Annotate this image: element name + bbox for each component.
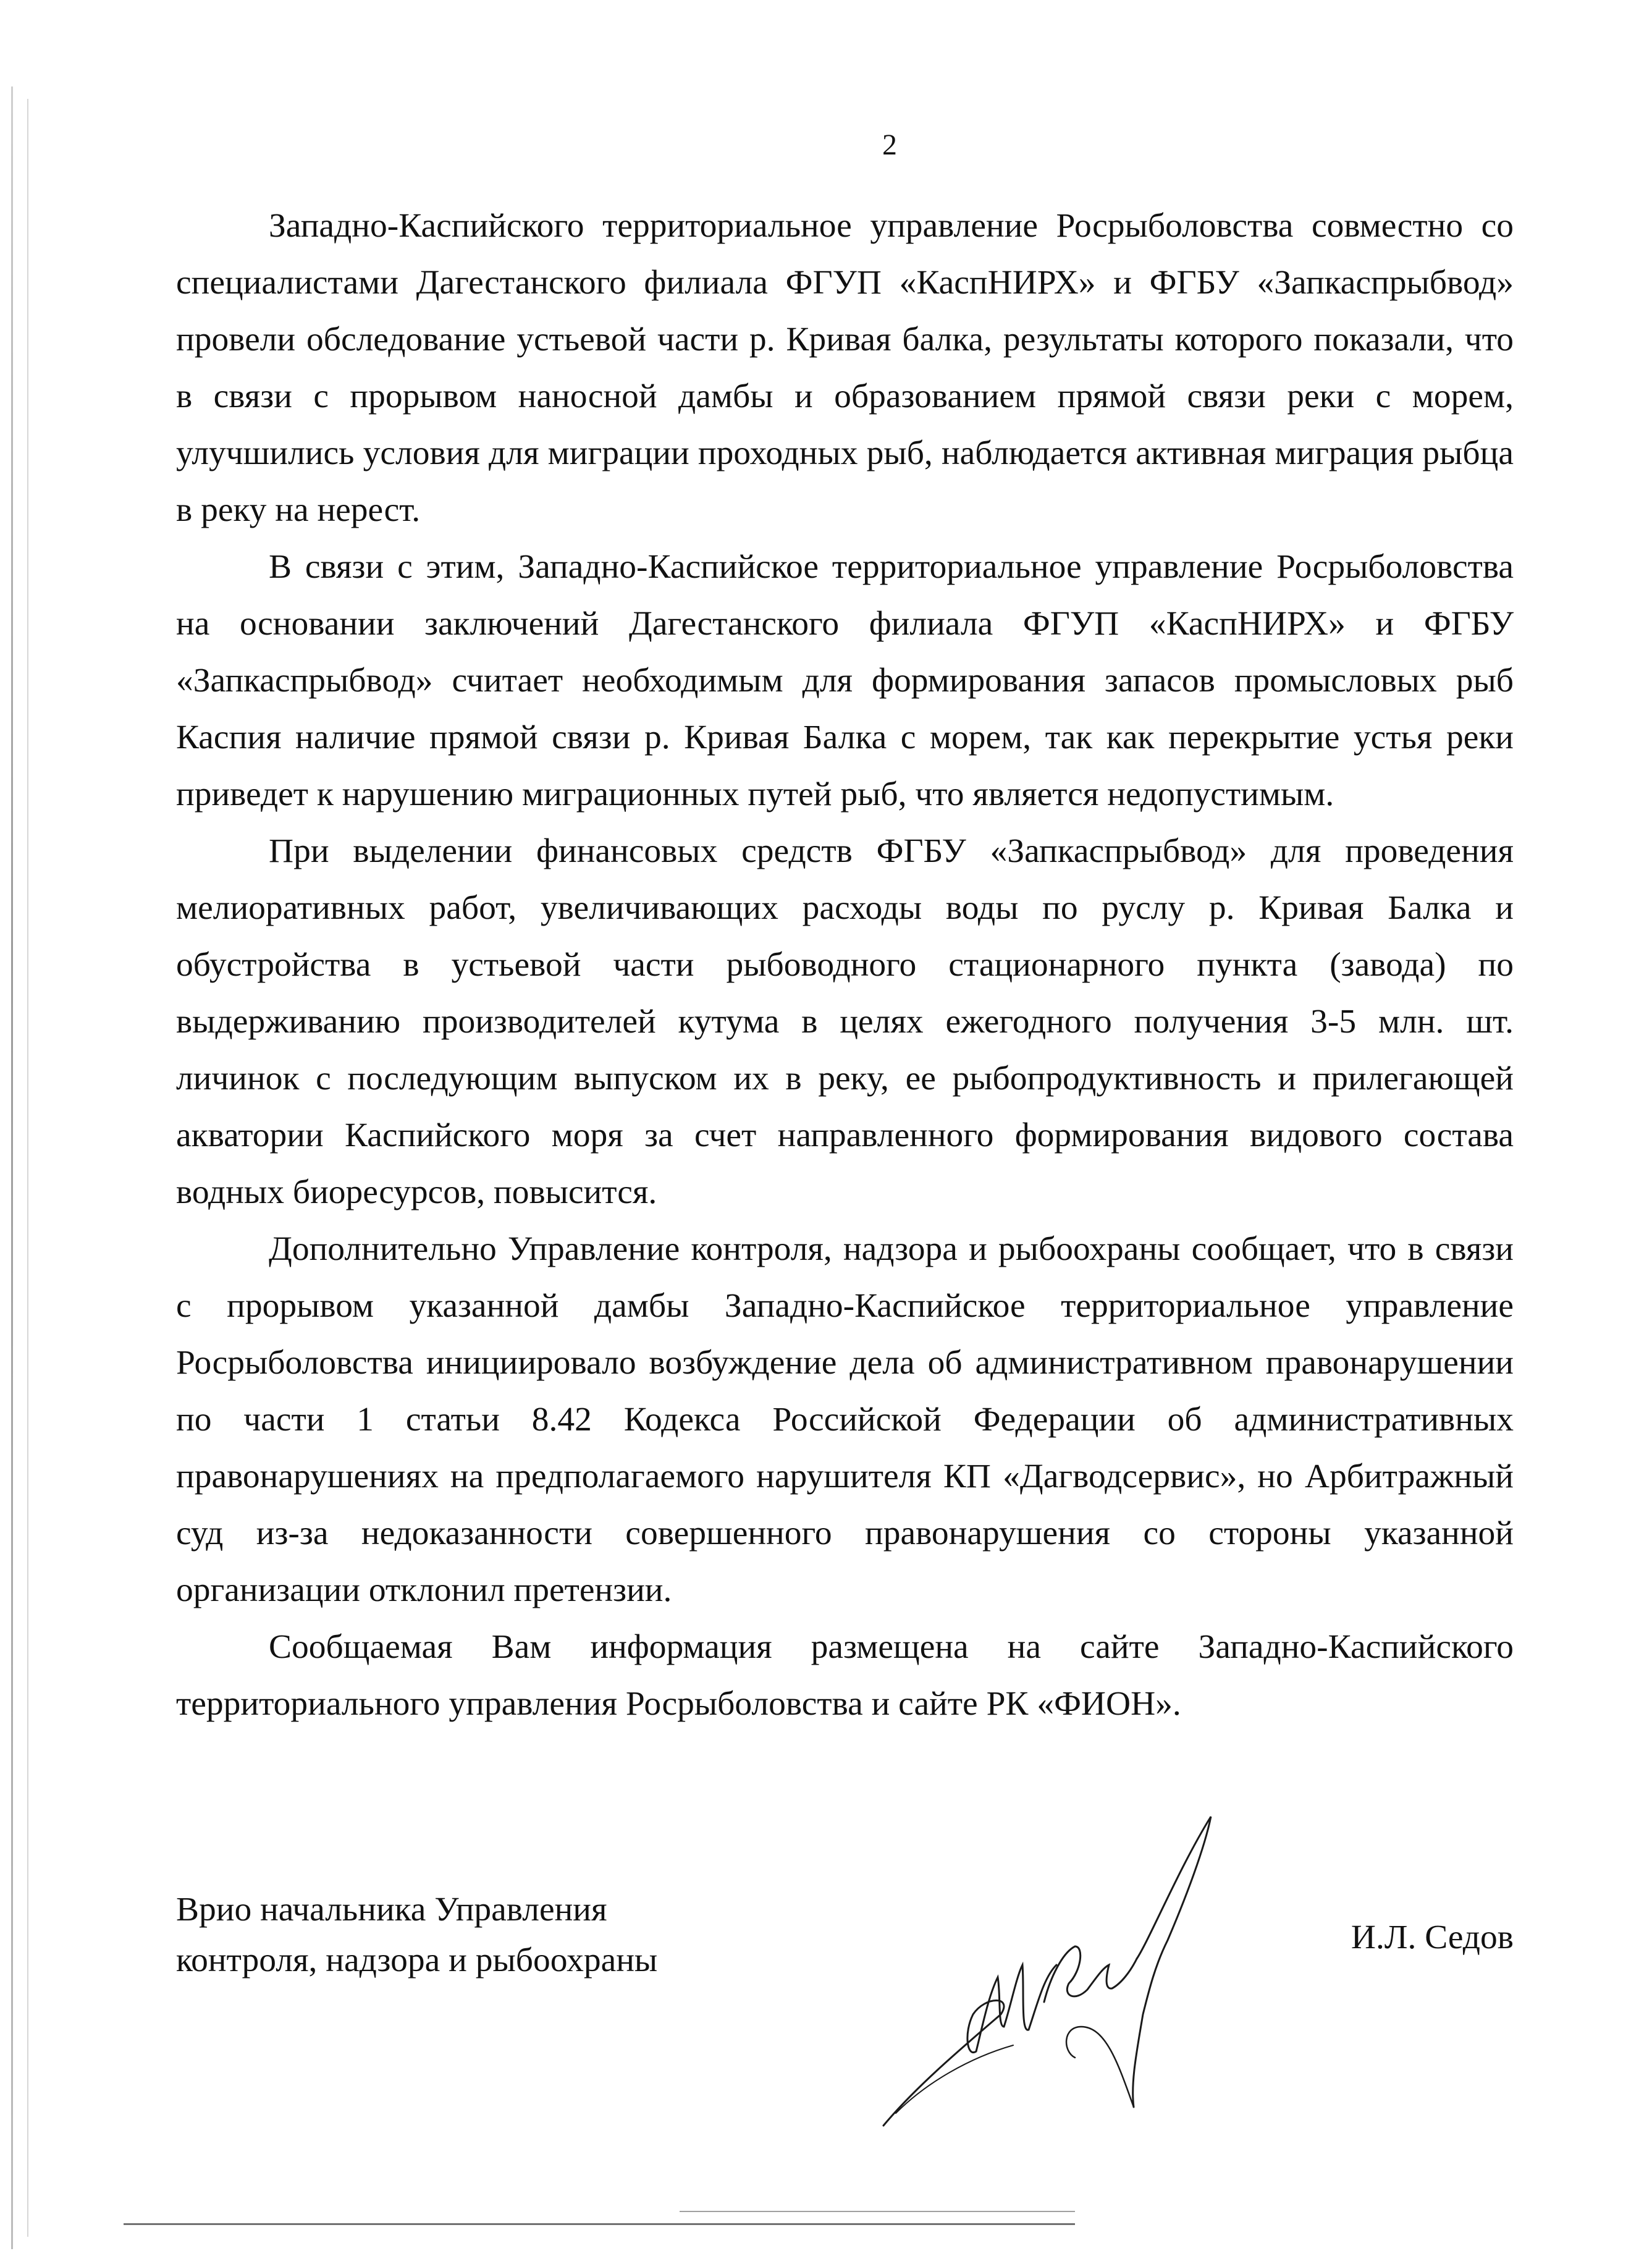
letter-body bbox=[176, 198, 1514, 1733]
paragraph-funding-proposal: При выделении финансовых средств ФГБУ «Запкаспрыбвод» для проведения мелиоративных работ, увеличивающих расходы воды по руслу р. Кривая Балка и обустройства в устьевой части рыбоводного стационарного пункта (завода) по выдерживанию производителей кутума в целях ежегодного получения 3-5 млн. шт. личинок с последующим выпуском их в реку, ее рыбопродуктивность и прилегающей акватории Каспийского моря за счет направленного формирования видового состава водных биоресурсов, повысится. bbox=[176, 832, 1514, 1211]
handwritten-signature-icon bbox=[859, 1792, 1242, 2138]
paragraph-information-published: Сообщаемая Вам информация размещена на сайте Западно-Каспийского территориального управления Росрыболовства и сайте РК «ФИОН». bbox=[176, 1628, 1514, 1723]
paragraph-direct-connection-needed: В связи с этим, Западно-Каспийское территориальное управление Росрыболовства на основании заключений Дагестанского филиала ФГУП «КаспНИРХ» и ФГБУ «Запкаспрыбвод» считает необходимым для формирования запасов промысловых рыб Каспия наличие прямой связи р. Кривая Балка с морем, так как перекрытие устья реки приведет к нарушению миграционных путей рыб, что является недопустимым. bbox=[176, 548, 1514, 813]
scan-edge-bottom bbox=[124, 2223, 1075, 2225]
signer-title-line-2: контроля, надзора и рыбоохраны bbox=[176, 1941, 658, 1979]
paragraph-survey-results: Западно-Каспийского территориальное управление Росрыболовства совместно со специалистами Дагестанского филиала ФГУП «КаспНИРХ» и ФГБУ «Запкаспрыбвод» провели обследование устьевой части р. Кривая балка, результаты которого показали, что в связи с прорывом наносной дамбы и образованием прямой связи реки с морем, улучшились условия для миграции проходных рыб, наблюдается активная миграция рыбца в реку на нерест. bbox=[176, 207, 1514, 529]
signature-block bbox=[176, 1885, 1514, 2070]
page-number: 2 bbox=[882, 129, 897, 161]
signer-name: И.Л. Седов bbox=[1351, 1919, 1514, 1956]
signer-title-line-1: Врио начальника Управления bbox=[176, 1891, 607, 1928]
scan-edge-bottom-inner bbox=[680, 2211, 1075, 2212]
paragraph-administrative-case: Дополнительно Управление контроля, надзора и рыбоохраны сообщает, что в связи с прорывом указанной дамбы Западно-Каспийское территориальное управление Росрыболовства инициировало возбуждение дела об административном правонарушении по части 1 статьи 8.42 Кодекса Российской Федерации об административных правонарушениях на предполагаемого нарушителя КП «Дагводсервис», но Арбитражный суд из-за недоказанности совершенного правонарушения со стороны указанной организации отклонил претензии. bbox=[176, 1230, 1514, 1609]
scan-edge-left bbox=[11, 87, 13, 2249]
signer-title bbox=[176, 1885, 657, 1986]
scan-edge-left-inner bbox=[27, 99, 28, 2237]
